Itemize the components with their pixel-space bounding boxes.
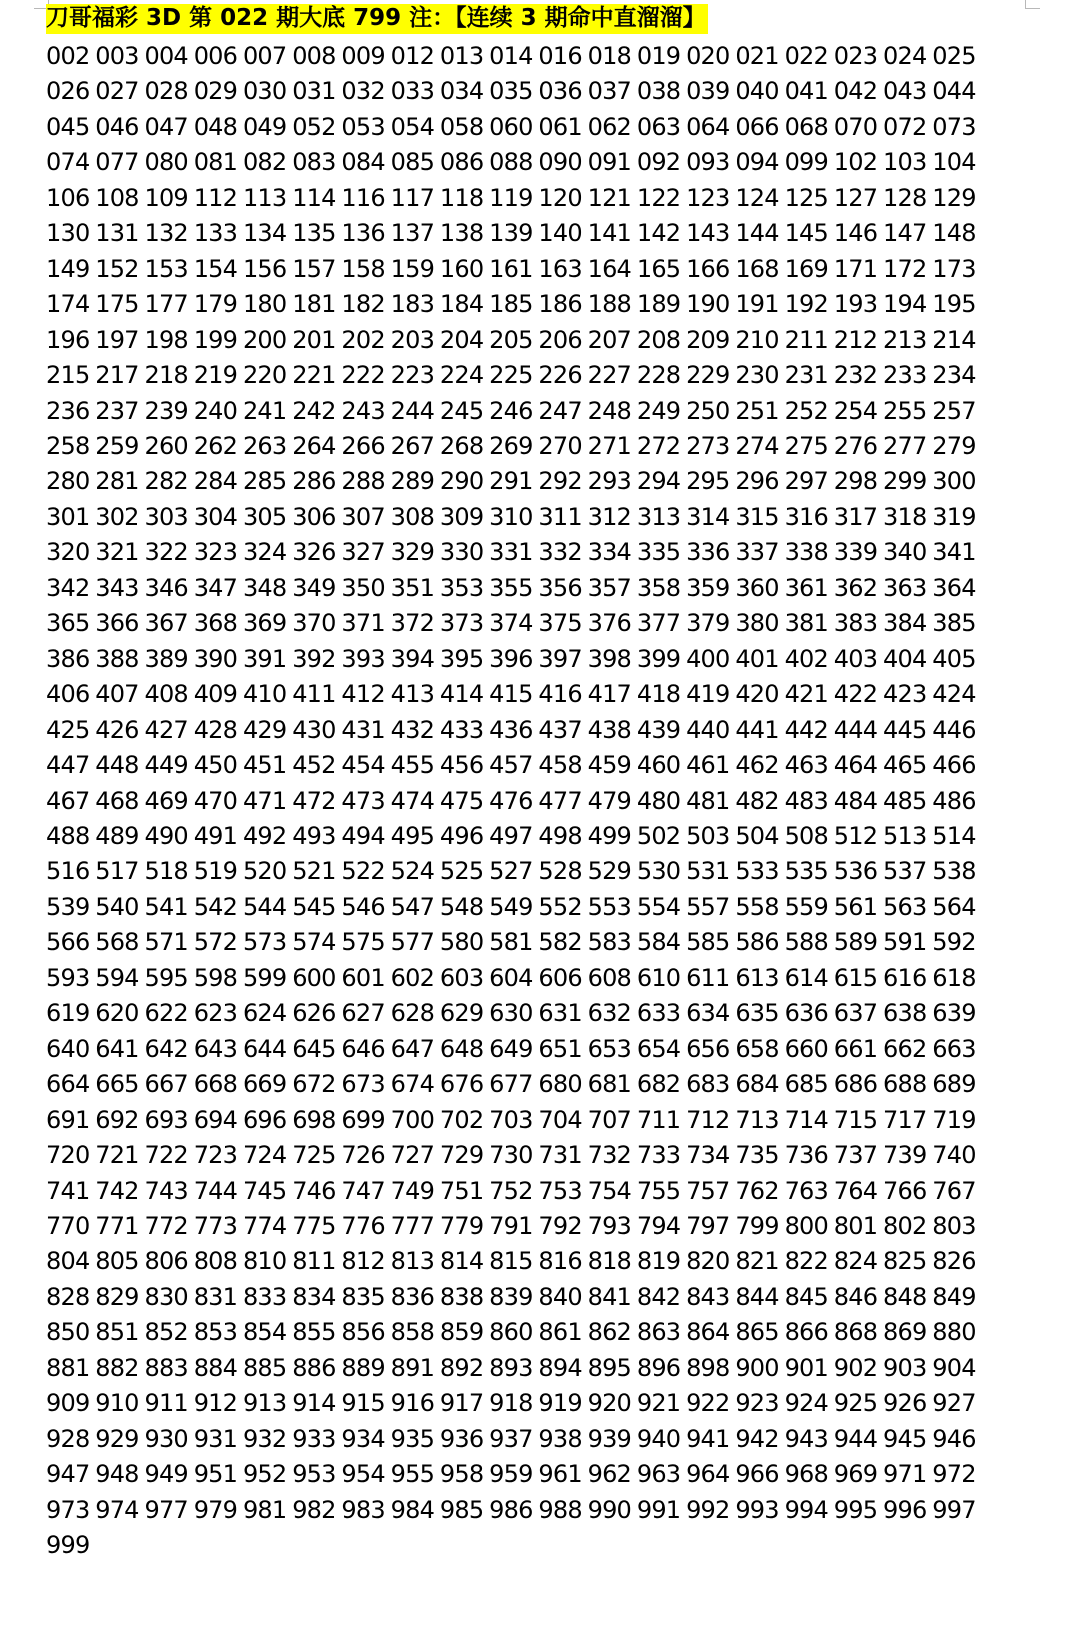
number-list: 002 003 004 006 007 008 009 012 013 014 016 018 019 020 021 022 023 024 025 026 027 028 029 030 031 032 033 034 035 036 037 038 039 040 041 042 043 044 045 046 047 048 049 052 053 054 058 060 061 062 063 064 066 068 070 072 073 074 077 080 081 082 083 084 085 086 088 090 091 092 093 094 099 102 103 104 106 108 109 112 113 114 116 117 118 119 120 121 122 123 124 125 127 128 129 130 131 132 133 134 135 136 137 138 139 140 141 142 143 144 145 146 147 148 149 152 153 154 156 157 158 159 160 161 163 164 165 166 168 169 171 172 173 174 175 177 179 180 181 182 183 184 185 186 188 189 190 191 192 193 194 195 196 197 198 199 200 201 202 203 204 205 206 207 208 209 210 211 212 213 214 215 217 218 219 220 221 222 223 224 225 226 227 228 229 230 231 232 233 234 236 237 239 240 241 242 243 244 245 246 247 248 249 250 251 252 254 255 257 258 259 260 262 263 264 266 267 268 269 270 271 272 273 274 275 276 277 279 280 281 282 284 285 286 288 289 290 291 292 293 294 295 296 297 298 299 300 301 302 303 304 305 306 307 308 309 310 311 312 313 314 315 316 317 318 319 320 321 322 323 324 326 327 329 330 331 332 334 335 336 337 338 339 340 341 342 343 346 347 348 349 350 351 353 355 356 357 358 359 360 361 362 363 364 365 366 367 368 369 370 371 372 373 374 375 376 377 379 380 381 383 384 385 386 388 389 390 391 392 393 394 395 396 397 398 399 400 401 402 403 404 405 406 407 408 409 410 411 412 413 414 415 416 417 418 419 420 421 422 423 424 425 426 427 428 429 430 431 432 433 436 437 438 439 440 441 442 444 445 446 447 448 449 450 451 452 454 455 456 457 458 459 460 461 462 463 464 465 466 467 468 469 470 471 472 473 474 475 476 477 479 480 481 482 483 484 485 486 488 489 490 491 492 493 494 495 496 497 498 499 502 503 504 508 512 513 514 516 517 518 519 520 521 522 524 525 527 528 529 530 531 533 535 536 537 538 539 540 541 542 544 545 546 547 548 549 552 553 554 557 558 559 561 563 564 566 568 571 572 573 574 575 577 580 581 582 583 584 585 586 588 589 591 592 593 594 595 598 599 600 601 602 603 604 606 608 610 611 613 614 615 616 618 619 620 622 623 624 626 627 628 629 630 631 632 633 634 635 636 637 638 639 640 641 642 643 644 645 646 647 648 649 651 653 654 656 658 660 661 662 663 664 665 667 668 669 672 673 674 676 677 680 681 682 683 684 685 686 688 689 691 692 693 694 696 698 699 700 702 703 704 707 711 712 713 714 715 717 719 720 721 722 723 724 725 726 727 729 730 731 732 733 734 735 736 737 739 740 741 742 743 744 745 746 747 749 751 752 753 754 755 757 762 763 764 766 767 770 771 772 773 774 775 776 777 779 791 792 793 794 797 799 800 801 802 803 804 805 806 808 810 811 812 813 814 815 816 818 819 820 821 822 824 825 826 828 829 830 831 833 834 835 836 838 839 840 841 842 843 844 845 846 848 849 850 851 852 853 854 855 856 858 859 860 861 862 863 864 865 866 868 869 880 881 882 883 884 885 886 889 891 892 893 894 895 896 898 900 901 902 903 904 909 910 911 912 913 914 915 916 917 918 919 920 921 922 923 924 925 926 927 928 929 930 931 932 933 934 935 936 937 938 939 940 941 942 943 944 945 946 947 948 949 951 952 953 954 955 958 959 961 962 963 964 966 968 969 971 972 973 974 977 979 981 982 983 984 985 986 988 990 991 992 993 994 995 996 997 999 [46,42,976,1560]
document-body [46,4,1046,1563]
highlighted-headline: 刀哥福彩 3D 第 022 期大底 799 注：【连续 3 期命中直溜溜】 [46,4,708,34]
